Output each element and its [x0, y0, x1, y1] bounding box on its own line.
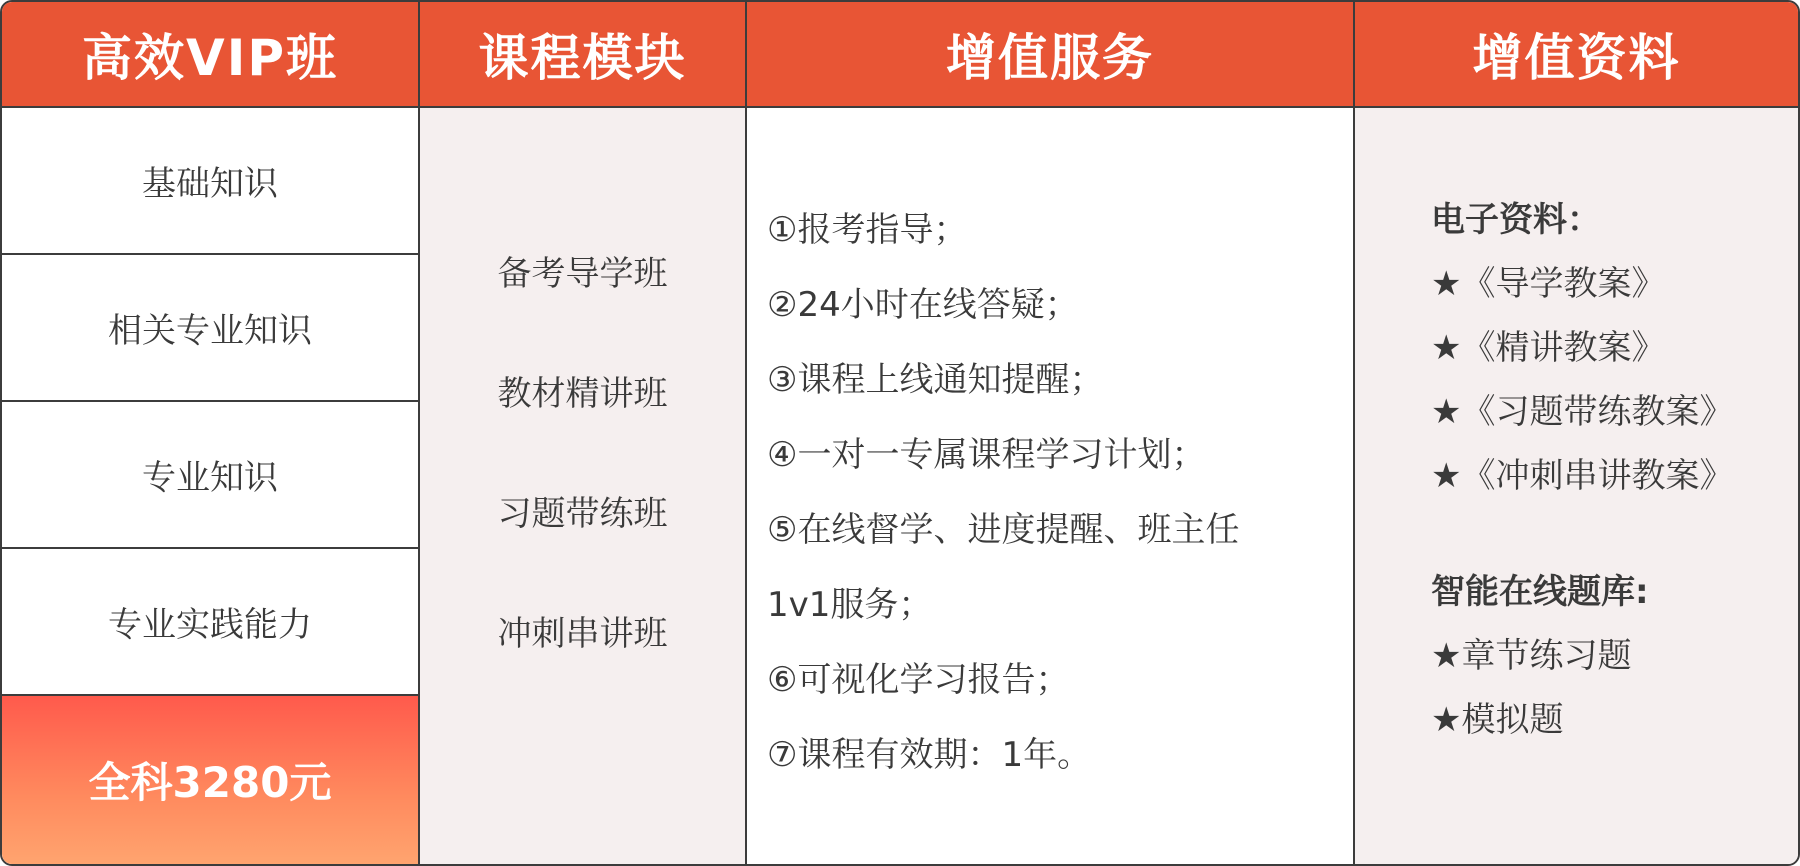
column-value-services: [745, 2, 1353, 864]
service-item: ⑤在线督学、进度提醒、班主任: [767, 510, 1240, 550]
service-item: ①报考指导；: [767, 210, 968, 250]
header-course-modules: 课程模块: [420, 2, 745, 108]
material-item: ★《导学教案》: [1431, 264, 1666, 304]
knowledge-list: [2, 108, 418, 864]
knowledge-item-professional: 专业知识: [2, 402, 418, 549]
service-item: ⑥可视化学习报告；: [767, 660, 1070, 700]
module-item: 冲刺串讲班: [497, 614, 668, 654]
electronic-materials-title: 电子资料：: [1431, 200, 1601, 240]
material-item: ★《习题带练教案》: [1431, 392, 1734, 432]
column-value-materials: [1353, 2, 1798, 864]
knowledge-item-practice: 专业实践能力: [2, 549, 418, 696]
modules-panel: [420, 108, 745, 864]
service-item: ③课程上线通知提醒；: [767, 360, 1104, 400]
price-badge: 全科3280元: [2, 696, 418, 864]
question-bank-item: ★章节练习题: [1431, 636, 1632, 676]
header-value-services: 增值服务: [747, 2, 1353, 108]
service-item: ⑦课程有效期：1年。: [767, 735, 1092, 775]
column-vip-class: [2, 2, 418, 864]
module-item: 教材精讲班: [497, 374, 668, 414]
question-bank-item: ★模拟题: [1431, 700, 1564, 740]
knowledge-item-basic: 基础知识: [2, 108, 418, 255]
question-bank-title: 智能在线题库:: [1431, 572, 1649, 612]
module-item: 习题带练班: [497, 494, 668, 534]
material-item: ★《冲刺串讲教案》: [1431, 456, 1734, 496]
service-item: ②24小时在线答疑；: [767, 285, 1079, 325]
header-vip-class: 高效VIP班: [2, 2, 418, 108]
service-item: 1v1服务；: [767, 585, 933, 625]
materials-panel: [1355, 108, 1798, 864]
knowledge-item-related: 相关专业知识: [2, 255, 418, 402]
service-item: ④一对一专属课程学习计划；: [767, 435, 1206, 475]
material-item: ★《精讲教案》: [1431, 328, 1666, 368]
module-item: 备考导学班: [497, 254, 668, 294]
services-panel: [747, 108, 1353, 864]
column-course-modules: [418, 2, 745, 864]
header-value-materials: 增值资料: [1355, 2, 1798, 108]
